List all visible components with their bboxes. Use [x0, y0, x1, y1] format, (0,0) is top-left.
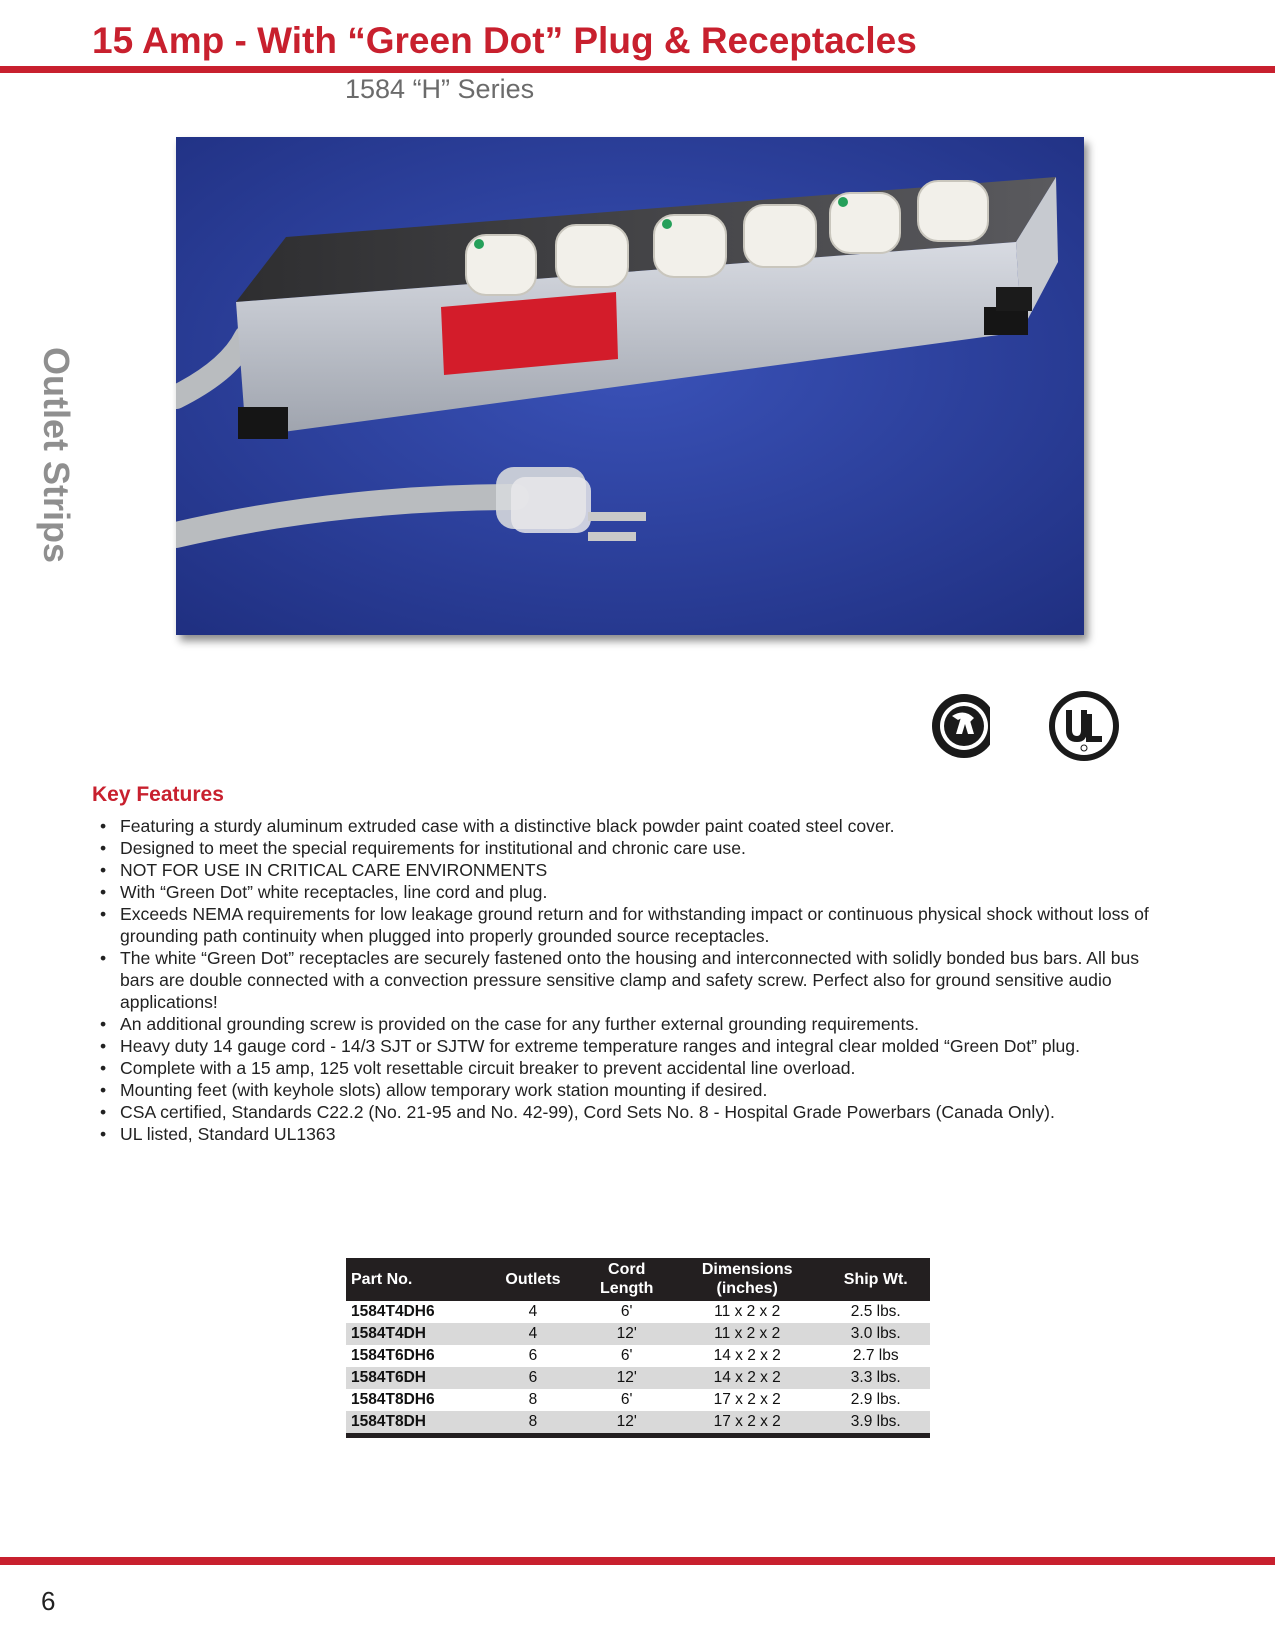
- feature-item: • An additional grounding screw is provided on the case for any further external grounding requirements.: [92, 1013, 1172, 1035]
- feature-item: • Mounting feet (with keyhole slots) allow temporary work station mounting if desired.: [92, 1079, 1172, 1101]
- cell-ship-weight: 2.5 lbs.: [850, 1303, 901, 1320]
- key-features-list: [92, 815, 1172, 1145]
- certification-logos: [930, 688, 1130, 768]
- table-header-row: [346, 1258, 930, 1301]
- cell-outlets: 4: [528, 1303, 538, 1320]
- cell-ship-weight: 3.3 lbs.: [822, 1367, 930, 1389]
- cell-cord-length: 6': [620, 1347, 633, 1364]
- ul-listed-logo: [1046, 688, 1122, 764]
- cell-part-no: 1584T6DH6: [351, 1347, 435, 1364]
- product-photo: [176, 137, 1084, 635]
- cell-part-no: 1584T8DH: [346, 1411, 485, 1433]
- cell-outlets: 4: [485, 1323, 580, 1345]
- cell-cord-length: 6': [620, 1303, 633, 1320]
- series-subtitle: 1584 “H” Series: [345, 74, 535, 104]
- specifications-table: [346, 1258, 930, 1438]
- cell-part-no: 1584T8DH6: [351, 1391, 435, 1408]
- cell-dimensions: 14 x 2 x 2: [713, 1347, 781, 1364]
- cell-ship-weight: 2.9 lbs.: [850, 1391, 901, 1408]
- table-row: [346, 1367, 930, 1389]
- table-row: [346, 1411, 930, 1433]
- header-part-no: Part No.: [346, 1258, 485, 1301]
- cell-cord-length: 12': [581, 1367, 673, 1389]
- feature-item: • The white “Green Dot” receptacles are securely fastened onto the housing and interconnected with solidly bonded bus bars. All bus bars are double connected with a convection pressure sensitive clamp and safety screw. Perfect also for ground sensitive audio applications!: [92, 947, 1172, 1013]
- top-divider: [0, 66, 1275, 73]
- cell-outlets: 8: [528, 1391, 538, 1408]
- feature-item: • NOT FOR USE IN CRITICAL CARE ENVIRONMENTS: [92, 859, 1172, 881]
- csa-certification-logo: [930, 688, 1006, 764]
- feature-item: • Exceeds NEMA requirements for low leakage ground return and for withstanding impact or continuous physical shock without loss of grounding path continuity when plugged into properly grounded source receptacles.: [92, 903, 1172, 947]
- feature-item: • With “Green Dot” white receptacles, line cord and plug.: [92, 881, 1172, 903]
- cell-cord-length: 12': [581, 1323, 673, 1345]
- table-row: [346, 1301, 930, 1323]
- header-ship-weight: Ship Wt.: [822, 1258, 930, 1301]
- bottom-divider: [0, 1557, 1275, 1565]
- header-dimensions: Dimensions (inches): [673, 1258, 822, 1301]
- feature-item: • Complete with a 15 amp, 125 volt resettable circuit breaker to prevent accidental line overload.: [92, 1057, 1172, 1079]
- cell-dimensions: 14 x 2 x 2: [673, 1367, 822, 1389]
- cell-dimensions: 17 x 2 x 2: [713, 1391, 781, 1408]
- cell-part-no: 1584T4DH: [346, 1323, 485, 1345]
- header-outlets: Outlets: [485, 1258, 580, 1301]
- feature-item: • Heavy duty 14 gauge cord - 14/3 SJT or SJTW for extreme temperature ranges and integral clear molded “Green Dot” plug.: [92, 1035, 1172, 1057]
- cell-dimensions: 11 x 2 x 2: [714, 1303, 781, 1320]
- cell-part-no: 1584T4DH6: [351, 1303, 435, 1320]
- page-number: 6: [41, 1586, 56, 1616]
- cell-cord-length: 12': [581, 1411, 673, 1433]
- cell-part-no: 1584T6DH: [346, 1367, 485, 1389]
- table-row: [346, 1389, 930, 1411]
- table-row: [346, 1323, 930, 1345]
- cell-dimensions: 11 x 2 x 2: [673, 1323, 822, 1345]
- key-features-heading: Key Features: [92, 783, 224, 806]
- cell-outlets: 6: [528, 1347, 538, 1364]
- cell-outlets: 8: [485, 1411, 580, 1433]
- feature-item: • Featuring a sturdy aluminum extruded case with a distinctive black powder paint coated steel cover.: [92, 815, 1172, 837]
- page-title: 15 Amp - With “Green Dot” Plug & Receptacles: [92, 20, 917, 61]
- feature-item: • Designed to meet the special requirements for institutional and chronic care use.: [92, 837, 1172, 859]
- power-strip-photo: [176, 137, 1084, 635]
- feature-item: • CSA certified, Standards C22.2 (No. 21-95 and No. 42-99), Cord Sets No. 8 - Hospital Grade Powerbars (Canada Only).: [92, 1101, 1172, 1123]
- table-row: [346, 1345, 930, 1367]
- feature-item: • UL listed, Standard UL1363: [92, 1123, 1172, 1145]
- cell-cord-length: 6': [620, 1391, 633, 1408]
- section-side-label: Outlet Strips: [36, 346, 77, 564]
- cell-ship-weight: 2.7 lbs: [852, 1347, 899, 1364]
- cell-ship-weight: 3.9 lbs.: [822, 1411, 930, 1433]
- header-cord-length: Cord Length: [581, 1258, 673, 1301]
- table-footer-rule: [346, 1433, 930, 1438]
- cell-dimensions: 17 x 2 x 2: [673, 1411, 822, 1433]
- cell-ship-weight: 3.0 lbs.: [822, 1323, 930, 1345]
- cell-outlets: 6: [485, 1367, 580, 1389]
